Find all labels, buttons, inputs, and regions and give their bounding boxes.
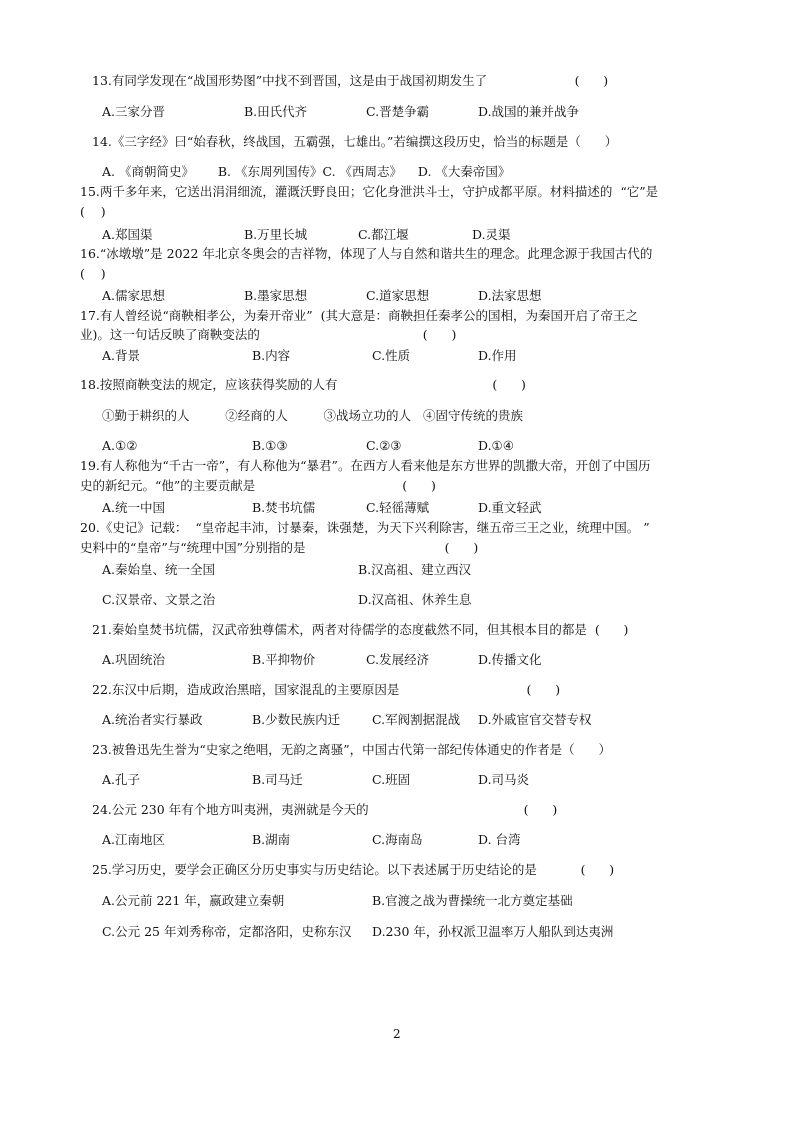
question-18-option-b: B.①③ [252,438,288,453]
question-19-option-a: A.统一中国 [102,500,166,515]
question-20-stem: 20.《史记》记载： “皇帝起丰沛，讨暴秦，诛强楚，为天下兴利除害，继五帝三王之业，统理中国。 ” [80,520,650,535]
question-16-stem: 16.“冰墩墩”是 2022 年北京冬奥会的吉祥物，体现了人与自然和谐共生的理念。此理念源于我国古代的 [80,246,653,261]
question-24-stem: 24.公元 230 年有个地方叫夷洲，夷洲就是今天的 ( ) [92,802,558,817]
question-23-option-b: B.司马迁 [252,772,303,787]
question-24-option-b: B.湖南 [252,832,291,847]
question-19-option-b: B.焚书坑儒 [252,500,316,515]
question-13-stem: 13.有同学发现在“战国形势图”中找不到晋国，这是由于战国初期发生了 ( ) [92,73,609,88]
question-18-option-a: A.①② [102,438,138,453]
question-15-stem-line2: ( ) [80,204,106,219]
question-19-stem-line2: 史的新纪元。“他”的主要贡献是 ( ) [80,478,436,493]
question-21-stem: 21.秦始皇焚书坑儒，汉武帝独尊儒术，两者对待儒学的态度截然不同，但其根本目的都是 ( ) [92,622,629,637]
question-21-option-a: A.巩固统治 [102,652,166,667]
question-13-option-a: A.三家分晋 [102,104,166,119]
question-13-option-c: C.晋楚争霸 [366,104,430,119]
question-19-option-d: D.重文轻武 [478,500,542,515]
question-20-option-d: D.汉高祖、休养生息 [358,592,472,607]
question-22-option-d: D.外戚宦官交替专权 [478,712,592,727]
question-19-stem: 19.有人称他为“千古一帝”，有人称他为“暴君”。在西方人看来他是东方世界的凯撒大帝，开创了中国历 [80,458,651,473]
question-23-option-c: C.班固 [372,772,411,787]
question-22-option-a: A.统治者实行暴政 [102,712,203,727]
question-23-stem: 23.被鲁迅先生誉为“史家之绝唱，无韵之离骚”，中国古代第一部纪传体通史的作者是（ ） [92,742,612,757]
question-25-option-d: D.230 年，孙权派卫温率万人船队到达夷洲 [372,924,614,939]
question-23-option-a: A.孔子 [102,772,141,787]
question-17-option-a: A.背景 [102,348,141,363]
question-16-option-a: A.儒家思想 [102,288,166,303]
question-25-stem: 25.学习历史，要学会正确区分历史事实与历史结论。以下表述属于历史结论的是 ( ) [92,862,615,877]
question-14-options: A. 《商朝简史》 B. 《东周列国传》C. 《西周志》 D. 《大秦帝国》 [102,164,511,179]
question-20-option-c: C.汉景帝、文景之治 [102,592,216,607]
question-15-option-b: B.万里长城 [244,227,308,242]
question-17-option-c: C.性质 [372,348,411,363]
question-23-option-d: D.司马炎 [478,772,530,787]
question-17-option-b: B.内容 [252,348,291,363]
question-19-option-c: C.轻徭薄赋 [366,500,430,515]
question-16-option-b: B.墨家思想 [244,288,308,303]
question-25-option-c: C.公元 25 年刘秀称帝，定都洛阳，史称东汉 [102,924,352,939]
question-20-stem-line2: 史料中的“皇帝”与“统理中国”分别指的是 ( ) [80,540,479,555]
question-21-option-b: B.平抑物价 [252,652,316,667]
question-24-option-d: D. 台湾 [478,832,521,847]
question-22-stem: 22.东汉中后期，造成政治黑暗，国家混乱的主要原因是 ( ) [92,682,561,697]
question-25-option-b: B.官渡之战为曹操统一北方奠定基础 [372,893,573,908]
question-20-option-a: A.秦始皇、统一全国 [102,562,216,577]
question-21-option-d: D.传播文化 [478,652,542,667]
question-22-option-c: C.军阀割据混战 [372,712,461,727]
question-15-option-a: A.郑国渠 [102,227,153,242]
question-16-option-d: D.法家思想 [478,288,542,303]
question-18-option-d: D.①④ [478,438,514,453]
question-22-option-b: B.少数民族内迁 [252,712,341,727]
question-18-stem: 18.按照商鞅变法的规定，应该获得奖励的人有 ( ) [80,377,526,392]
question-17-stem-line2: 业)。这一句话反映了商鞅变法的 ( ) [80,327,457,342]
question-24-option-a: A.江南地区 [102,832,166,847]
question-15-option-d: D.灵渠 [472,227,511,242]
question-14-stem: 14.《三字经》曰“始春秋，终战国，五霸强，七雄出。”若编撰这段历史，恰当的标题是（ ） [92,134,618,149]
question-16-stem-line2: ( ) [80,266,106,281]
question-21-option-c: C.发展经济 [366,652,430,667]
question-17-stem: 17.有人曾经说“商鞅相孝公，为秦开帝业” (其大意是：商鞅担任秦孝公的国相，为秦国开启了帝王之 [80,308,638,323]
question-13-option-b: B.田氏代齐 [244,104,308,119]
question-16-option-c: C.道家思想 [366,288,430,303]
question-20-option-b: B.汉高祖、建立西汉 [358,562,472,577]
question-15-stem: 15.两千多年来，它送出涓涓细流，灌溉沃野良田；它化身泄洪斗士，守护成都平原。材料描述的 “它”是 [80,184,659,199]
question-15-option-c: C.都江堰 [358,227,409,242]
question-18-statements: ①勤于耕织的人 ②经商的人 ③战场立功的人 ④固守传统的贵族 [102,408,523,423]
question-18-option-c: C.②③ [366,438,402,453]
question-13-option-d: D.战国的兼并战争 [478,104,580,119]
question-24-option-c: C.海南岛 [372,832,423,847]
question-17-option-d: D.作用 [478,348,517,363]
page-number: 2 [393,1027,401,1041]
question-25-option-a: A.公元前 221 年，嬴政建立秦朝 [102,893,285,908]
